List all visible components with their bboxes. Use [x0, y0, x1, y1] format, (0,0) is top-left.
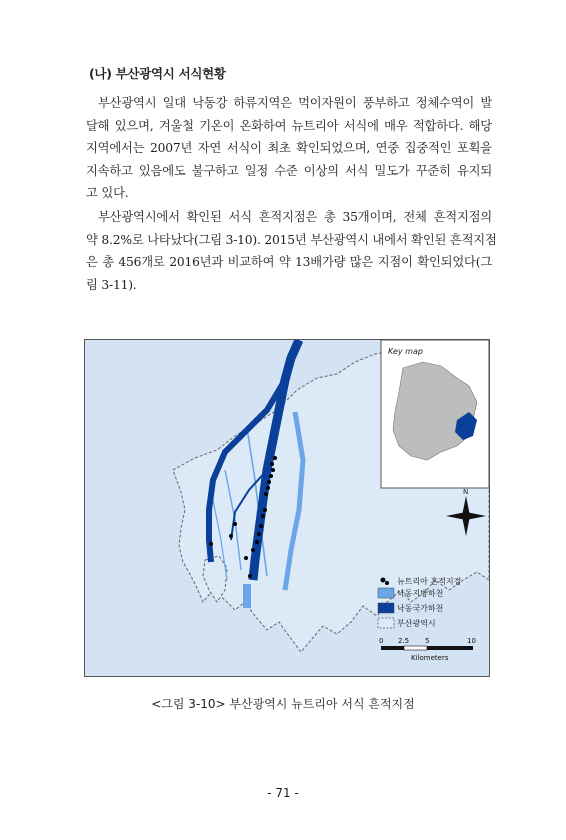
trace-point: [266, 486, 270, 490]
paragraph-line: 림 3-11).: [86, 277, 137, 292]
paragraph-habitat: [86, 92, 492, 205]
local-river-segment: [243, 584, 251, 608]
scale-tick: 5: [425, 637, 430, 645]
page-number: - 71 -: [267, 786, 299, 800]
key-map-label: Key map: [388, 347, 423, 356]
paragraph-line: 부산광역시 일대 낙동강 하류지역은 먹이자원이 풍부하고 정체수역이 발: [98, 96, 492, 110]
trace-point: [233, 522, 237, 526]
trace-point: [209, 542, 213, 546]
trace-point: [261, 514, 265, 518]
trace-point: [259, 524, 263, 528]
trace-point: [264, 492, 268, 496]
trace-point: [255, 540, 259, 544]
paragraph-line: 지속하고 있음에도 불구하고 일정 수준 이상의 서식 밀도가 꾸준히 유지되: [86, 163, 492, 178]
trace-point: [267, 480, 271, 484]
trace-point: [271, 468, 275, 472]
trace-point: [273, 456, 277, 460]
trace-point: [257, 532, 261, 536]
trace-point: [248, 574, 252, 578]
scale-unit: Kilometers: [411, 654, 449, 662]
north-label: N: [463, 488, 469, 496]
scale-bar: [379, 637, 476, 662]
section-heading: (나) 부산광역시 서식현황: [89, 66, 226, 81]
trace-point: [229, 534, 233, 538]
trace-point: [263, 508, 267, 512]
legend-label: 낙동지방하천: [397, 589, 444, 598]
legend-label: 뉴트리아 흔적지점: [397, 577, 462, 586]
legend-label: 낙동국가하천: [397, 604, 444, 613]
busan-nutria-map: [84, 339, 490, 677]
legend-label: 부산광역시: [397, 619, 436, 628]
paragraph-line: 지역에서는 2007년 자연 서식이 최초 확인되었으며, 연중 집중적인 포획을: [86, 141, 492, 155]
scale-tick: 10: [467, 637, 476, 645]
paragraph-line: 부산광역시에서 확인된 서식 흔적지점은 총 35개이며, 전체 흔적지점의: [98, 210, 492, 224]
trace-point: [244, 556, 248, 560]
paragraph-line: 약 8.2%로 나타났다(그림 3-10). 2015년 부산광역시 내에서 확인된 흔적지점: [86, 232, 497, 247]
map-svg: [85, 340, 489, 676]
paragraph-line: 달해 있으며, 겨울철 기온이 온화하여 뉴트리아 서식에 매우 적합하다. 해당: [86, 118, 492, 133]
paragraph-trace-points: [86, 206, 497, 296]
trace-point: [270, 462, 274, 466]
trace-point: [251, 548, 255, 552]
scale-tick: 0: [379, 637, 384, 645]
paragraph-line: 은 총 456개로 2016년과 비교하여 약 13배가량 많은 지점이 확인되었다(그: [86, 255, 492, 269]
trace-point: [269, 474, 273, 478]
paragraph-line: 고 있다.: [86, 186, 129, 200]
scale-tick: 2.5: [398, 637, 410, 645]
figure-caption: <그림 3-10> 부산광역시 뉴트리아 서식 흔적지점: [151, 697, 415, 711]
